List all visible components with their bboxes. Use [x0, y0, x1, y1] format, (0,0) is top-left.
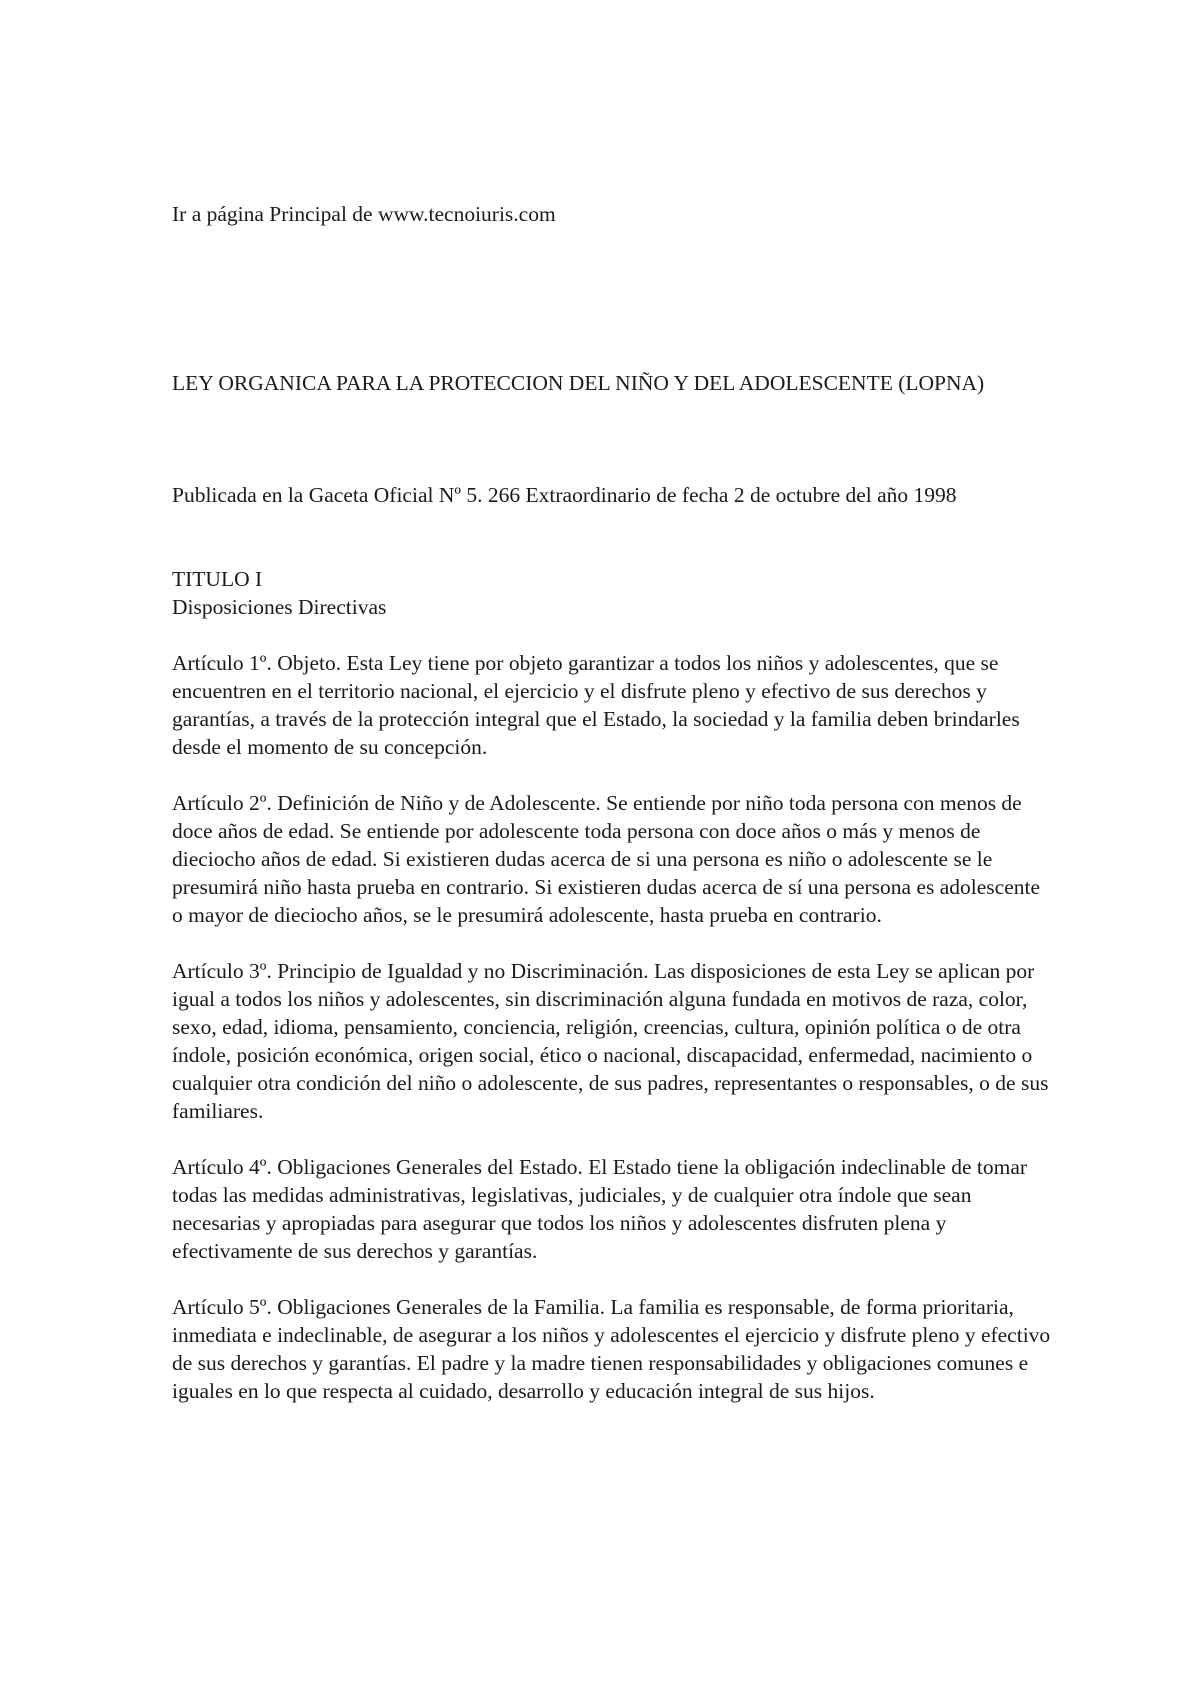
home-link[interactable]: Ir a página Principal de www.tecnoiuris.com [172, 202, 556, 226]
titulo-heading [172, 565, 1052, 621]
article-4: Artículo 4º. Obligaciones Generales del Estado. El Estado tiene la obligación indeclinable de tomar todas las medidas administrativas, legislativas, judiciales, y de cualquier otra índole que sean necesarias y apropiadas para asegurar que todos los niños y adolescentes disfruten plena y efectivamente de sus derechos y garantías. [172, 1155, 1028, 1263]
article-2: Artículo 2º. Definición de Niño y de Adolescente. Se entiende por niño toda persona con menos de doce años de edad. Se entiende por adolescente toda persona con doce años o más y menos de dieciocho años de edad. Si existieren dudas acerca de si una persona es niño o adolescente se le presumirá niño hasta prueba en contrario. Si existieren dudas acerca de sí una persona es adolescente o mayor de dieciocho años, se le presumirá adolescente, hasta prueba en contrario. [172, 791, 1041, 927]
publication-note: Publicada en la Gaceta Oficial Nº 5. 266 Extraordinario de fecha 2 de octubre del año 1998 [172, 483, 957, 507]
articles-list [172, 649, 1052, 1433]
article-1: Artículo 1º. Objeto. Esta Ley tiene por objeto garantizar a todos los niños y adolescentes, que se encuentren en el territorio nacional, el ejercicio y el disfrute pleno y efectivo de sus derechos y garantías, a través de la protección integral que el Estado, la sociedad y la familia deben brindarles desde el momento de su concepción. [172, 651, 1020, 759]
article-3: Artículo 3º. Principio de Igualdad y no Discriminación. Las disposiciones de esta Ley se aplican por igual a todos los niños y adolescentes, sin discriminación alguna fundada en motivos de raza, color, sexo, edad, idioma, pensamiento, conciencia, religión, creencias, cultura, opinión política o de otra índole, posición económica, origen social, ético o nacional, discapacidad, enfermedad, nacimiento o cualquier otra condición del niño o adolescente, de sus padres, representantes o responsables, o de sus familiares. [172, 959, 1049, 1123]
law-title: LEY ORGANICA PARA LA PROTECCION DEL NIÑO Y DEL ADOLESCENTE (LOPNA) [172, 371, 985, 395]
titulo-name: Disposiciones Directivas [172, 595, 387, 619]
titulo-number: TITULO I [172, 567, 263, 591]
article-5: Artículo 5º. Obligaciones Generales de la Familia. La familia es responsable, de forma prioritaria, inmediata e indeclinable, de asegurar a los niños y adolescentes el ejercicio y disfrute pleno y efectivo de sus derechos y garantías. El padre y la madre tienen responsabilidades y obligaciones comunes e iguales en lo que respecta al cuidado, desarrollo y educación integral de sus hijos. [172, 1295, 1051, 1403]
